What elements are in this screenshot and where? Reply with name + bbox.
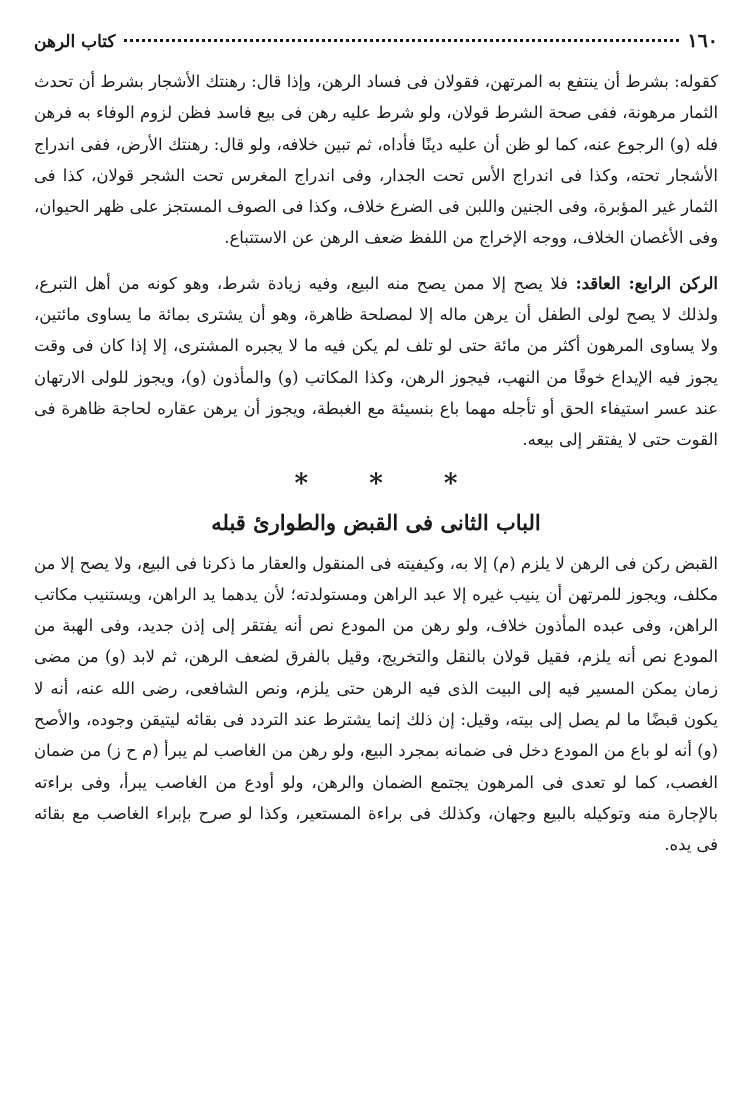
- document-page: [34, 30, 718, 1080]
- chapter-title: الباب الثانى فى القبض والطوارئ قبله: [211, 509, 541, 535]
- book-title: كتاب الرهن: [34, 32, 116, 52]
- running-header: [34, 30, 718, 60]
- page-number: ١٦٠: [687, 30, 718, 52]
- section-label-fourth-pillar: الركن الرابع: العاقد:: [575, 273, 718, 293]
- paragraph-collateral-conditions: كقوله: بشرط أن ينتفع به المرتهن، فقولان فى فساد الرهن، وإذا قال: رهنتك الأشجار بشرط أن تحدث الثمار مرهونة، ففى صحة الشرط قولان، ولو شرط عليه رهن فى بيع فاسد فظن لزوم الوفاء به فرهن فله (و) الرجوع عنه، كما لو ظن أن عليه دينًا فأداه، ثم تبين خلافه، ولو قال: رهنتك الأرض، ففى اندراج الأشجار تحته، وكذا فى اندراج الأس تحت الجدار، وفى اندراج المغرس تحت الشجر قولان، كذا فى الثمار غير المؤبرة، وفى الجنين واللبن فى الضرع خلاف، وكذا فى الصوف المستجز على ظهر الحيوان، وفى الأغصان الخلاف، ووجه الإخراج من اللفظ ضعف الرهن عن الاستتباع.: [34, 72, 718, 248]
- paragraph-fourth-pillar: [34, 268, 718, 456]
- paragraph-fourth-pillar-body: فلا يصح إلا ممن يصح منه البيع، وفيه زيادة شرط، وهو كونه من أهل التبرع، ولذلك لا يصح لولى الطفل أن يرهن ماله إلا لمصلحة ظاهرة، وهو أن يشترى بمائة ما يساوى مائتين، ولا يساوى المرهون أكثر من مائة حتى لو تلف لم يكن فيه ما لا يجبره المشترى، إلا إذا كان فى وقت يجوز فيه الإيداع خوفًا من النهب، فيجوز الرهن، وكذا المكاتب (و) والمأذون (و)، ويجوز للولى الارتهان عند عسر استيفاء الحق أو تأجله مهما باع بنسيئة مع الغبطة، ويجوز أن يرهن عقاره لحاجة ظاهرة فى القوت حتى لا يفتقر إلى بيعه.: [34, 273, 718, 450]
- section-separator: * * *: [294, 468, 484, 499]
- dotted-leader: [124, 39, 680, 42]
- paragraph-possession: القبض ركن فى الرهن لا يلزم (م) إلا به، وكيفيته فى المنقول والعقار ما ذكرنا فى البيع، ولا يصح إلا من مكلف، ويجوز للمرتهن أن ينيب غيره إلا عبد الراهن ومستولدته؛ لأن يدهما يد الراهن، ويستنيب مكاتب الراهن، وفى عبده المأذون خلاف، ولو رهن من المودع نص أنه يفتقر إلى إذن جديد، وفى الهبة من المودع نص أنه يلزم، فقيل قولان بالنقل والتخريج، وقيل بالفرق لضعف الرهن، ثم لابد (و) من مضى زمان يمكن المسير فيه إلى البيت الذى فيه الرهن حتى يلزم، ونص الشافعى، رضى الله عنه، أنه لا يكون قبضًا ما لم يصل إلى بيته، وقيل: إن ذلك إنما يشترط عند التردد فى بقائه ليتيقن وجوده، والأصح (و) أنه لو باع من المودع دخل فى ضمانه بمجرد البيع، ولو رهن من الغاصب لم يبرأ (م ح ز) من ضمان الغصب، كما لو تعدى فى المرهون يجتمع الضمان والرهن، ولو أودع من الغاصب يبرأ، وفى براءته بالإجارة منه وتوكيله بالبيع وجهان، وكذلك فى براءة المستعير، وكذا لو صرح بإبراء الغاصب مع بقائه فى يده.: [34, 553, 718, 855]
